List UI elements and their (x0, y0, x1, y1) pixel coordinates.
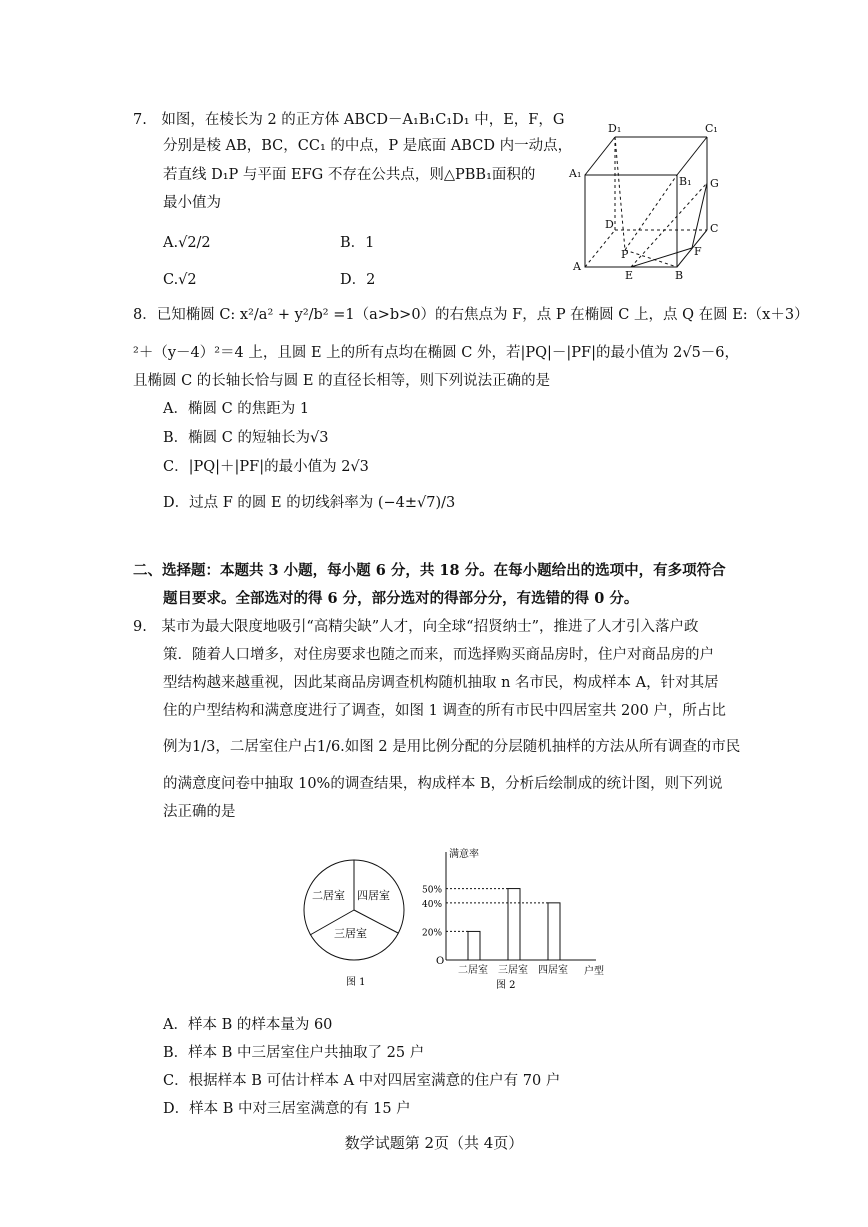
q9-option-b: B．样本 B 中三居室住户共抽取了 25 户 (163, 1045, 425, 1061)
q7-option-b: B．1 (340, 235, 375, 251)
section-2-line-1: 二、选择题：本题共 3 小题，每小题 6 分，共 18 分。在每小题给出的选项中，有多项符合 (133, 562, 726, 579)
q8-line-3: 且椭圆 C 的长轴长恰与圆 E 的直径长相等，则下列说法正确的是 (133, 373, 551, 389)
origin-label: O (436, 956, 445, 967)
q7-line-4: 最小值为 (163, 195, 221, 211)
bar (548, 903, 560, 960)
bar (508, 889, 520, 960)
cube-label: A (573, 260, 581, 273)
q9-line-5: 例为1/3，二居室住户占1/6.如图 2 是用比例分配的分层随机抽样的方法从所有调查的市民 (163, 739, 741, 755)
cube-label: B (675, 269, 684, 282)
q9-line-7: 法正确的是 (163, 804, 236, 820)
bar (468, 931, 480, 960)
section-2-line-2: 题目要求。全部选对的得 6 分，部分选对的得部分分，有选错的得 0 分。 (163, 590, 639, 607)
figure-1-caption: 图 1 (346, 977, 366, 988)
cube-label: A₁ (569, 167, 582, 180)
q9-option-d: D．样本 B 中对三居室满意的有 15 户 (163, 1101, 411, 1117)
q8-option-b: B．椭圆 C 的短轴长为√3 (163, 430, 329, 446)
q8-option-d: D．过点 F 的圆 E 的切线斜率为 (−4±√7)/3 (163, 495, 456, 511)
pie-slice-label: 三居室 (334, 927, 367, 940)
q7-option-a: A.√2/2 (163, 235, 211, 251)
figure-2-bar-chart (418, 845, 604, 995)
page-footer: 数学试题第 2页（共 4页） (344, 1134, 524, 1152)
q7-line-3: 若直线 D₁P 与平面 EFG 不存在公共点，则△PBB₁面积的 (163, 167, 536, 183)
q8-option-a: A．椭圆 C 的焦距为 1 (163, 401, 310, 417)
x-tick-label: 二居室 (458, 965, 488, 976)
cube-label: C (710, 222, 719, 235)
y-tick-label: 50% (422, 885, 443, 896)
q9-line-2: 策．随着人口增多，对住房要求也随之而来，而选择购买商品房时，住户对商品房的户 (163, 647, 714, 663)
figure-2-caption: 图 2 (496, 980, 516, 991)
q9-line-3: 型结构越来越重视，因此某商品房调查机构随机抽取 n 名市民，构成样本 A，针对其居 (163, 675, 719, 691)
figure-1-pie (300, 855, 410, 995)
cube-label: C₁ (705, 122, 718, 135)
y-tick-label: 20% (422, 928, 443, 939)
x-axis-label: 户型 (584, 966, 604, 977)
x-tick-label: 三居室 (498, 965, 528, 976)
y-tick-label: 40% (422, 899, 443, 910)
cube-label: D₁ (608, 122, 622, 135)
q9-line-6: 的满意度问卷中抽取 10%的调查结果，构成样本 B，分析后绘制成的统计图，则下列说 (163, 776, 723, 792)
q9-option-a: A．样本 B 的样本量为 60 (163, 1017, 333, 1033)
q8-line-2: ²＋（y－4）²＝4 上，且圆 E 上的所有点均在椭圆 C 外，若|PQ|－|PF|的最小值为 2√5－6， (133, 345, 740, 361)
cube-label: D (605, 218, 614, 231)
x-tick-label: 四居室 (538, 965, 568, 976)
y-axis-label: 满意率 (449, 849, 479, 860)
q7-option-c: C.√2 (163, 272, 197, 288)
pie-slice-label: 二居室 (312, 889, 345, 902)
cube-label: B₁ (679, 175, 692, 188)
q9-option-c: C．根据样本 B 可估计样本 A 中对四居室满意的住户有 70 户 (163, 1073, 561, 1089)
q8-line-1: 8．已知椭圆 C: x²/a² + y²/b² =1（a>b>0）的右焦点为 F，点 P 在椭圆 C 上，点 Q 在圆 E:（x＋3） (133, 307, 809, 323)
cube-label: P (621, 248, 629, 261)
q7-line-1: 7. 如图，在棱长为 2 的正方体 ABCD－A₁B₁C₁D₁ 中，E，F，G (133, 112, 565, 128)
cube-label: G (710, 177, 719, 190)
q9-line-1: 9. 某市为最大限度地吸引“高精尖缺”人才，向全球“招贤纳士”，推进了人才引入落户政 (133, 619, 699, 635)
q7-option-d: D．2 (340, 272, 376, 288)
cube-figure (565, 115, 735, 285)
q8-option-c: C．|PQ|＋|PF|的最小值为 2√3 (163, 459, 369, 475)
pie-slice-label: 四居室 (357, 889, 390, 902)
q7-line-2: 分别是棱 AB，BC，CC₁ 的中点，P 是底面 ABCD 内一动点， (163, 138, 573, 154)
cube-label: E (625, 269, 634, 282)
q9-line-4: 住的户型结构和满意度进行了调查，如图 1 调查的所有市民中四居室共 200 户，所占比 (163, 703, 726, 719)
cube-label: F (694, 245, 702, 258)
